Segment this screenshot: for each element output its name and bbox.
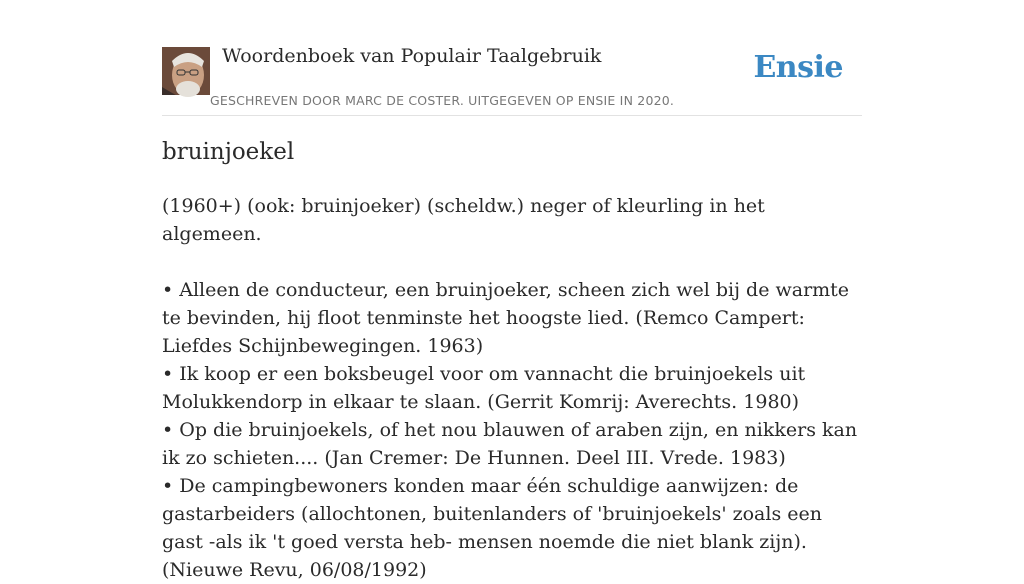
entry-definition: (1960+) (ook: bruinjoeker) (scheldw.) neger of kleurling in het algemeen. [162, 195, 765, 245]
ensie-logo[interactable]: Ensie [753, 50, 843, 85]
dictionary-title[interactable]: Woordenboek van Populair Taalgebruik [222, 45, 602, 67]
header-divider [162, 115, 862, 116]
author-byline: GESCHREVEN DOOR MARC DE COSTER. UITGEGEVEN OP ENSIE IN 2020. [210, 93, 675, 108]
quote-item: • Ik koop er een boksbeugel voor om vannacht die bruinjoekels uit Molukkendorp in elkaar te slaan. (Gerrit Komrij: Averechts. 1980) [162, 363, 806, 413]
quote-item: • De campingbewoners konden maar één schuldige aanwijzen: de gastarbeiders (allochtonen, buitenlanders of 'bruinjoekels' zoals een gast -als ik 't goed versta heb- mensen noemde die niet blank zijn). (Nieuwe Revu, 06/08/1992) [162, 475, 822, 581]
author-avatar [162, 47, 210, 95]
quote-item: • Op die bruinjoekels, of het nou blauwen of araben zijn, en nikkers kan ik zo schieten.... (Jan Cremer: De Hunnen. Deel III. Vrede. 1983) [162, 419, 858, 469]
paragraph-gap [162, 248, 867, 276]
author-portrait-icon [162, 47, 210, 95]
entry-headword: bruinjoekel [162, 139, 295, 165]
entry-body [162, 192, 867, 584]
quote-item: • Alleen de conducteur, een bruinjoeker, scheen zich wel bij de warmte te bevinden, hij floot tenminste het hoogste lied. (Remco Campert: Liefdes Schijnbewegingen. 1963) [162, 279, 850, 357]
